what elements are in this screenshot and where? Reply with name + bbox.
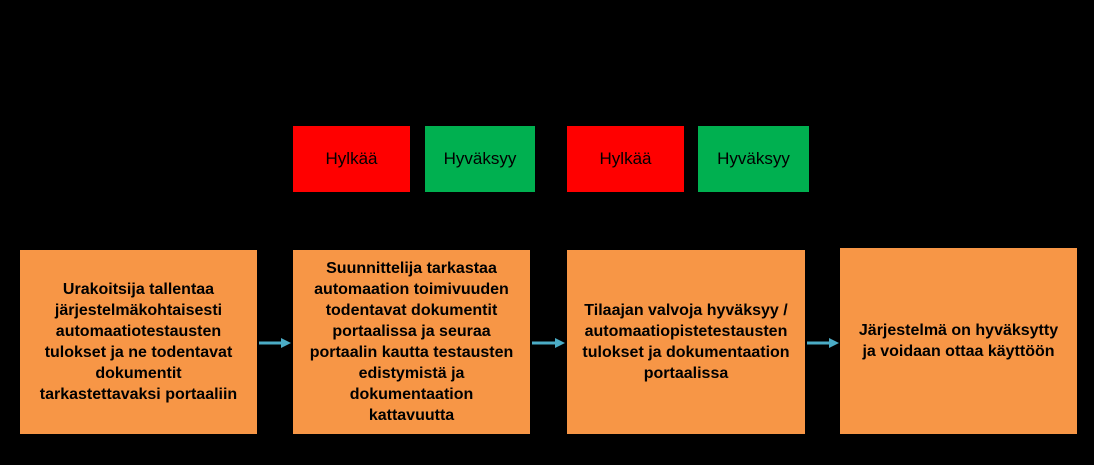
step-contractor-upload: Urakoitsija tallentaa järjestelmäkohtaisesti automaatiotestausten tulokset ja ne todentavat dokumentit tarkastettavaksi portaaliin <box>20 250 257 434</box>
approve-button-1[interactable]: Hyväksyy <box>425 126 535 192</box>
right-arrow-icon <box>807 337 839 349</box>
step-designer-review: Suunnittelija tarkastaa automaation toimivuuden todentavat dokumentit portaalissa ja seuraa portaalin kautta testausten edistymistä ja dokumentaation kattavuutta <box>293 250 530 434</box>
right-arrow-icon <box>532 337 565 349</box>
reject-button-1[interactable]: Hylkää <box>293 126 410 192</box>
reject-button-2[interactable]: Hylkää <box>567 126 684 192</box>
approve-button-2[interactable]: Hyväksyy <box>698 126 809 192</box>
step-system-approved: Järjestelmä on hyväksytty ja voidaan ottaa käyttöön <box>840 248 1077 434</box>
step-supervisor-approval: Tilaajan valvoja hyväksyy / automaatiopistetestausten tulokset ja dokumentaation portaalissa <box>567 250 805 434</box>
right-arrow-icon <box>259 337 291 349</box>
